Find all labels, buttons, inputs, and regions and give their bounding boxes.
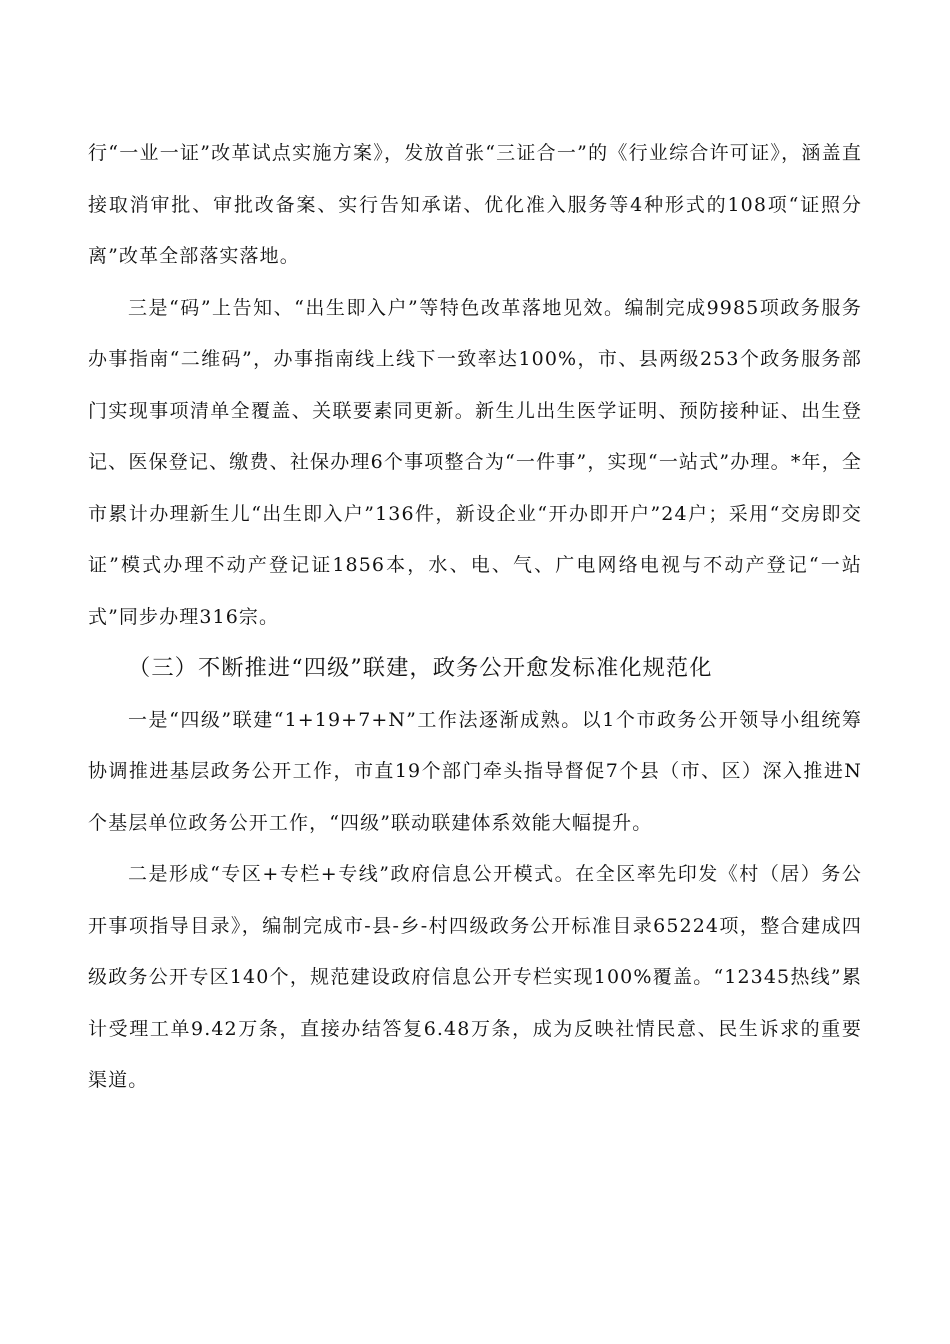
paragraph-info-disclosure-model: 二是形成“专区+专栏+专线”政府信息公开模式。在全区率先印发《村（居）务公开事项指导目录》，编制完成市-县-乡-村四级政务公开标准目录65224项，整合建成四级政务公开专区140个，规范建设政府信息公开专栏实现100%覆盖。“12345热线”累计受理工单9.42万条，直接办结答复6.48万条，成为反映社情民意、民生诉求的重要渠道。 <box>88 863 862 1091</box>
document-page <box>88 128 862 1107</box>
paragraph-four-level-linkage: 一是“四级”联建“1+19+7+N”工作法逐渐成熟。以1个市政务公开领导小组统筹协调推进基层政务公开工作，市直19个部门牵头指导督促7个县（市、区）深入推进N个基层单位政务公开工作，“四级”联动联建体系效能大幅提升。 <box>88 708 862 834</box>
section-heading: （三）不断推进“四级”联建，政务公开愈发标准化规范化 <box>128 655 713 681</box>
paragraph-continuation: 行“一业一证”改革试点实施方案》，发放首张“三证合一”的《行业综合许可证》，涵盖直接取消审批、审批改备案、实行告知承诺、优化准入服务等4种形式的108项“证照分离”改革全部落实落地。 <box>88 142 862 267</box>
paragraph-code-notification: 三是“码”上告知、“出生即入户”等特色改革落地见效。编制完成9985项政务服务办事指南“二维码”，办事指南线上线下一致率达100%，市、县两级253个政务服务部门实现事项清单全覆盖、关联要素同更新。新生儿出生医学证明、预防接种证、出生登记、医保登记、缴费、社保办理6个事项整合为“一件事”，实现“一站式”办理。*年，全市累计办理新生儿“出生即入户”136件，新设企业“开办即开户”24户；采用“交房即交证”模式办理不动产登记证1856本，水、电、气、广电网络电视与不动产登记“一站式”同步办理316宗。 <box>88 296 862 628</box>
